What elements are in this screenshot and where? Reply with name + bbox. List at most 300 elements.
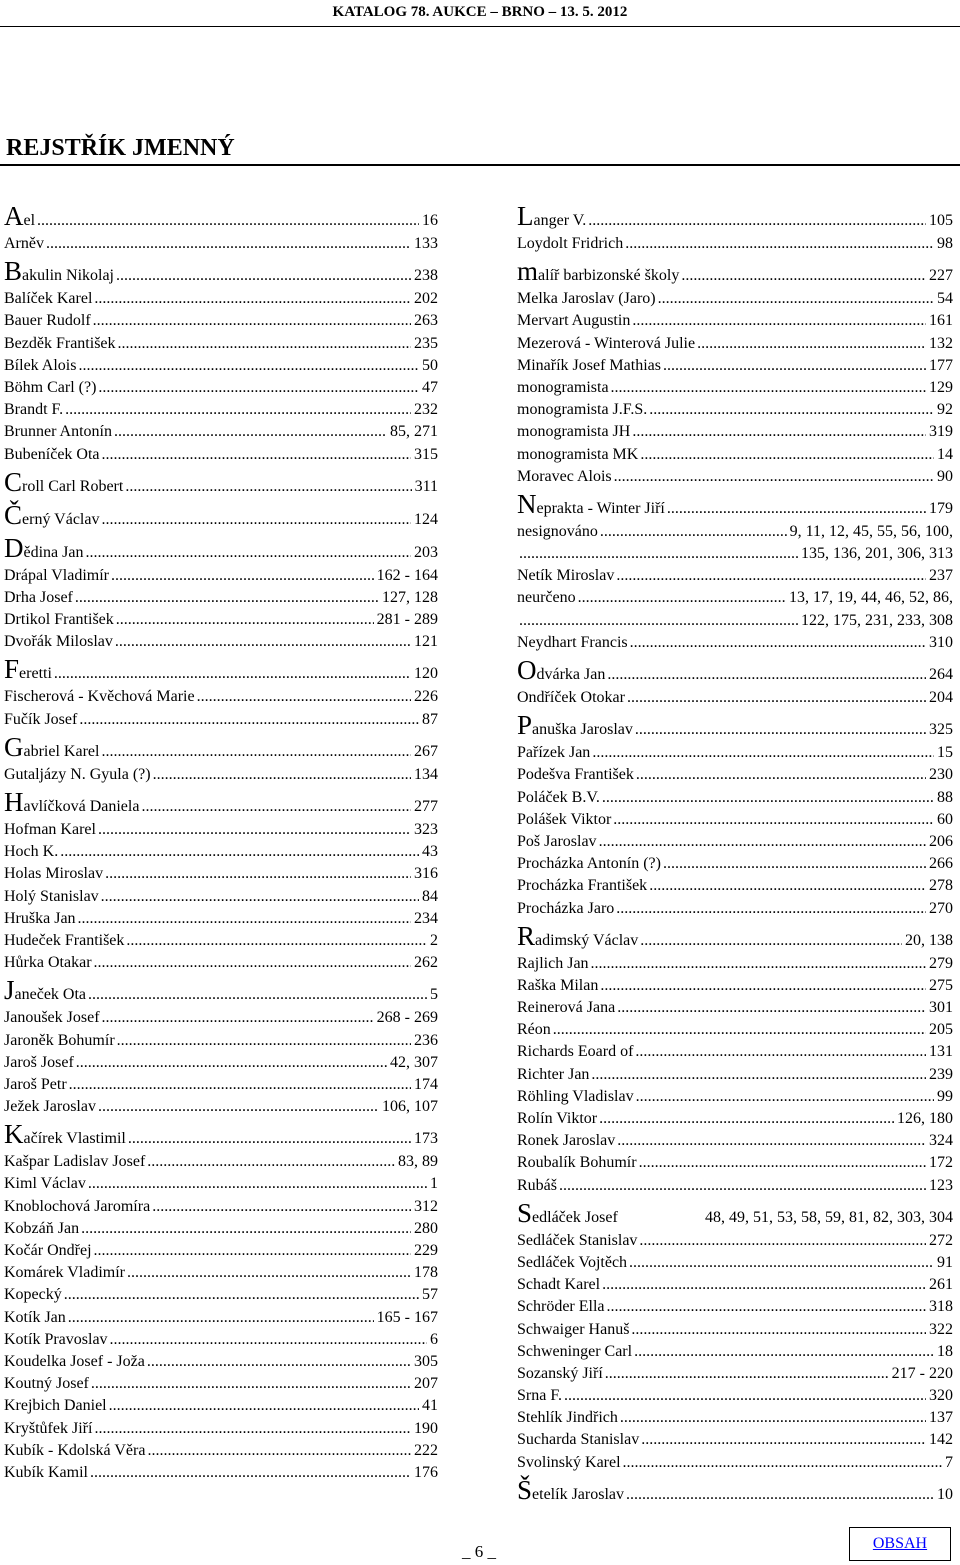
index-entry — [517, 898, 953, 920]
dot-leader — [68, 1307, 374, 1329]
entry-name: Polášek Viktor — [517, 810, 612, 828]
entry-name: Dvořák Miloslav — [4, 633, 113, 651]
dot-leader — [94, 952, 411, 974]
index-entry — [4, 1262, 438, 1284]
index-entry — [4, 565, 438, 587]
section-initial: S — [517, 1197, 533, 1228]
entry-page-numbers: 316 — [414, 865, 438, 883]
entry-page-numbers: 161 — [929, 312, 953, 330]
entry-page-numbers: 207 — [414, 1375, 438, 1393]
dot-leader — [602, 1274, 926, 1296]
index-entry — [517, 809, 953, 831]
entry-page-numbers: 267 — [414, 742, 438, 760]
entry-page-numbers: 279 — [929, 954, 953, 972]
dot-leader — [127, 1262, 411, 1284]
entry-name-rest: etelík Jaroslav — [532, 1485, 624, 1503]
entry-page-numbers: 47 — [422, 378, 438, 396]
index-entry — [517, 233, 953, 255]
entry-name — [4, 653, 52, 686]
entry-page-numbers: 235 — [414, 334, 438, 352]
dot-leader — [101, 503, 411, 532]
entry-page-numbers: 239 — [929, 1065, 953, 1083]
dot-leader — [616, 898, 926, 920]
index-entry — [517, 587, 953, 609]
dot-leader — [620, 1407, 926, 1429]
entry-name — [517, 654, 605, 687]
dot-leader — [75, 587, 379, 609]
entry-page-numbers: 268 - 269 — [376, 1009, 438, 1027]
index-entry — [4, 974, 438, 1007]
dot-leader — [88, 1173, 427, 1195]
entry-name: Procházka Jaro — [517, 899, 615, 917]
entry-name: Hoch K. — [4, 843, 59, 861]
entry-page-numbers: 236 — [414, 1031, 438, 1049]
entry-page-numbers: 20, 138 — [905, 931, 953, 949]
entry-name-rest: erný Václav — [22, 510, 100, 528]
dot-leader — [663, 853, 926, 875]
entry-name: Krejbich Daniel — [4, 1397, 107, 1415]
dot-leader — [109, 1395, 419, 1417]
dot-leader — [105, 863, 411, 885]
dot-leader — [118, 333, 411, 355]
entry-name: Böhm Carl (?) — [4, 378, 97, 396]
index-entry — [517, 1230, 953, 1252]
entry-name: monogramista JH — [517, 423, 631, 441]
dot-leader — [639, 1230, 926, 1252]
entry-name: Raška Milan — [517, 976, 599, 994]
entry-name: Jaroš Josef — [4, 1053, 74, 1071]
entry-page-numbers: 84 — [422, 887, 438, 905]
entry-page-numbers: 133 — [414, 235, 438, 252]
entry-page-numbers: 16 — [422, 212, 438, 229]
entry-name — [4, 974, 86, 1007]
section-initial: F — [4, 654, 20, 685]
entry-name-rest: anuška Jaroslav — [532, 721, 633, 739]
dot-leader — [591, 953, 926, 975]
entry-page-numbers: 312 — [414, 1197, 438, 1215]
dot-leader — [147, 1440, 411, 1462]
entry-name: Jaroněk Bohumír — [4, 1031, 115, 1049]
index-entry — [517, 975, 953, 997]
entry-page-numbers: 190 — [414, 1419, 438, 1437]
entry-name: Holý Stanislav — [4, 887, 99, 905]
entry-page-numbers: 132 — [929, 334, 953, 352]
index-entry — [517, 488, 953, 521]
entry-name: Neydhart Francis — [517, 633, 628, 651]
index-entry — [517, 1452, 953, 1474]
entry-name-rest: eretti — [19, 665, 52, 683]
entry-name: Richter Jan — [517, 1065, 590, 1083]
index-entry — [4, 686, 438, 708]
entry-name: Netík Miroslav — [517, 567, 615, 585]
index-entry — [4, 1373, 438, 1395]
entry-page-numbers: 129 — [929, 378, 953, 396]
entry-page-numbers: 262 — [414, 954, 438, 972]
entry-name: Procházka Antonín (?) — [517, 855, 661, 873]
entry-name-rest: ačírek Vlastimil — [23, 1130, 126, 1148]
entry-page-numbers: 205 — [929, 1021, 953, 1039]
index-entry — [4, 421, 438, 443]
entry-name: Kopecký — [4, 1286, 62, 1304]
dot-leader — [78, 355, 419, 377]
entry-name: Kotík Pravoslav — [4, 1330, 108, 1348]
index-entry — [517, 399, 953, 421]
entry-name: Fučík Josef — [4, 710, 78, 728]
index-entry — [517, 421, 953, 443]
dot-leader — [153, 764, 411, 786]
index-entry — [517, 355, 953, 377]
index-entry — [4, 1218, 438, 1240]
index-entry — [517, 953, 953, 975]
entry-page-numbers: 202 — [414, 290, 438, 308]
entry-name: Podešva František — [517, 766, 634, 784]
entry-page-numbers: 88 — [937, 788, 953, 806]
dot-leader — [564, 1385, 926, 1407]
index-entry — [4, 1329, 438, 1351]
index-entry — [517, 288, 953, 310]
index-entry — [517, 1319, 953, 1341]
dot-leader — [147, 1151, 395, 1173]
entry-name — [517, 1474, 624, 1507]
entry-page-numbers: 162 - 164 — [376, 566, 438, 584]
entry-page-numbers: 18 — [937, 1342, 953, 1360]
index-entry — [4, 819, 438, 841]
entry-page-numbers: 301 — [929, 999, 953, 1017]
index-entry — [4, 930, 438, 952]
entry-page-numbers: 9, 11, 12, 45, 55, 56, 100, — [789, 522, 953, 540]
entry-name: Réon — [517, 1021, 551, 1039]
entry-page-numbers: 50 — [422, 356, 438, 374]
entry-page-numbers: 174 — [414, 1075, 438, 1093]
dot-leader — [88, 978, 427, 1007]
entry-page-numbers: 272 — [929, 1231, 953, 1249]
entry-page-numbers: 2 — [430, 931, 438, 949]
entry-name-rest: avlíčková Daniela — [23, 798, 140, 815]
entry-page-numbers: 57 — [422, 1286, 438, 1304]
entry-page-numbers: 318 — [929, 1298, 953, 1316]
index-entry — [4, 731, 438, 764]
entry-name — [517, 1197, 618, 1230]
index-entry — [4, 466, 438, 499]
index-entry — [517, 1429, 953, 1451]
entry-name: Knoblochová Jaromíra — [4, 1197, 151, 1215]
index-entry — [4, 1052, 438, 1074]
index-entry — [4, 653, 438, 686]
entry-name: Srna F. — [517, 1387, 562, 1405]
dot-leader — [616, 565, 926, 587]
dot-leader — [101, 735, 411, 764]
index-entry — [4, 1462, 438, 1484]
index-entry — [517, 255, 953, 288]
index-entry — [4, 1173, 438, 1195]
entry-name: Sedláček Vojtěch — [517, 1253, 628, 1271]
index-entry — [4, 200, 438, 233]
index-entry — [4, 863, 438, 885]
dot-leader — [90, 1462, 411, 1484]
entry-name-rest: ědina Jan — [23, 543, 84, 561]
entry-name: Balíček Karel — [4, 290, 93, 308]
index-entry — [517, 742, 953, 764]
dot-leader — [98, 819, 411, 841]
entry-name: Reinerová Jana — [517, 999, 616, 1017]
entry-page-numbers: 124 — [414, 510, 438, 528]
dot-leader — [607, 1296, 926, 1318]
dot-leader — [640, 444, 934, 466]
entry-page-numbers: 42, 307 — [390, 1053, 438, 1071]
entry-page-numbers: 278 — [929, 877, 953, 895]
entry-name — [4, 200, 35, 233]
entry-name-rest: edláček Josef — [532, 1208, 618, 1226]
entry-name: Rajlich Jan — [517, 954, 589, 972]
entry-name-rest: akulin Nikolaj — [22, 267, 114, 285]
entry-name: nesignováno — [517, 522, 598, 540]
entry-name: Fischerová - Kvěchová Marie — [4, 688, 195, 706]
dot-leader — [519, 610, 798, 632]
entry-page-numbers: 229 — [414, 1242, 438, 1259]
index-entry — [4, 1240, 438, 1262]
dot-leader — [630, 632, 926, 654]
dot-leader — [197, 686, 411, 708]
index-entry — [4, 1074, 438, 1096]
index-entry — [4, 609, 438, 631]
entry-name — [4, 786, 139, 819]
entry-page-numbers: 277 — [414, 798, 438, 815]
entry-page-numbers: 204 — [929, 689, 953, 706]
entry-page-numbers: 323 — [414, 821, 438, 838]
dot-leader — [625, 233, 934, 255]
entry-name: monogramista — [517, 378, 609, 396]
entry-name: Rubáš — [517, 1176, 557, 1194]
entry-page-numbers: 54 — [937, 290, 953, 308]
index-entry — [517, 875, 953, 897]
dot-leader — [588, 204, 926, 233]
entry-name: Bubeníček Ota — [4, 445, 100, 463]
section-initial: Š — [517, 1474, 533, 1505]
title-divider — [0, 164, 960, 166]
dot-leader — [600, 975, 926, 997]
dot-leader — [635, 713, 926, 742]
index-entry — [517, 1407, 953, 1429]
index-entry — [4, 310, 438, 332]
dot-leader — [126, 930, 427, 952]
entry-name — [517, 920, 638, 953]
entry-name: Sedláček Stanislav — [517, 1231, 638, 1249]
entry-name: Kubík Kamil — [4, 1463, 88, 1481]
dot-leader — [559, 1175, 926, 1197]
entry-name: Schröder Ella — [517, 1298, 605, 1316]
index-entry — [4, 333, 438, 355]
entry-name: Richards Eoard of — [517, 1043, 634, 1061]
index-entry — [517, 1041, 953, 1063]
dot-leader — [632, 421, 926, 443]
entry-page-numbers: 105 — [929, 212, 953, 229]
entry-page-numbers: 1 — [430, 1175, 438, 1193]
entry-name-rest: eprakta - Winter Jiří — [536, 499, 665, 517]
index-entry — [517, 565, 953, 587]
entry-name: Hůrka Otakar — [4, 954, 92, 972]
entry-name: Poláček B.V. — [517, 788, 600, 806]
entry-page-numbers: 319 — [929, 423, 953, 441]
entry-page-numbers: 230 — [929, 766, 953, 784]
contents-link[interactable]: OBSAH — [849, 1527, 951, 1561]
section-initial: L — [517, 201, 534, 231]
dot-leader — [640, 924, 902, 953]
index-entry — [4, 1151, 438, 1173]
dot-leader — [617, 1130, 926, 1152]
index-entry — [517, 764, 953, 786]
entry-name-rest: alíř barbizonské školy — [538, 267, 680, 285]
dot-leader — [649, 875, 926, 897]
entry-name: Holas Miroslav — [4, 865, 104, 883]
index-entry — [4, 499, 438, 532]
dot-leader — [91, 1373, 411, 1395]
index-entry — [4, 908, 438, 930]
dot-leader — [98, 377, 419, 399]
entry-name: Koutný Josef — [4, 1375, 89, 1393]
index-entry — [4, 786, 438, 819]
dot-leader — [636, 1086, 934, 1108]
entry-name-rest: anger V. — [533, 212, 587, 229]
index-entry — [517, 543, 953, 565]
entry-page-numbers: 176 — [414, 1463, 438, 1481]
entry-page-numbers: 127, 128 — [382, 588, 438, 606]
entry-page-numbers: 263 — [414, 312, 438, 330]
section-initial: H — [4, 787, 24, 817]
entry-name: Kašpar Ladislav Josef — [4, 1153, 146, 1171]
index-entry — [4, 233, 438, 255]
index-entry — [517, 1086, 953, 1108]
entry-page-numbers: 135, 136, 201, 306, 313 — [801, 545, 953, 563]
entry-name-rest: roll Carl Robert — [22, 477, 124, 495]
section-initial: A — [4, 201, 24, 231]
index-entry — [517, 1152, 953, 1174]
dot-leader — [76, 1052, 387, 1074]
index-entry — [517, 1175, 953, 1197]
entry-page-numbers: 131 — [929, 1043, 953, 1061]
dot-leader — [85, 536, 411, 565]
entry-page-numbers: 222 — [414, 1441, 438, 1459]
entry-name-rest: abriel Karel — [23, 742, 100, 760]
index-entry — [4, 1284, 438, 1306]
entry-page-numbers: 305 — [414, 1352, 438, 1370]
entry-page-numbers: 206 — [929, 832, 953, 850]
section-initial: N — [517, 488, 537, 519]
catalog-header: KATALOG 78. AUKCE – BRNO – 13. 5. 2012 — [0, 0, 960, 27]
dot-leader — [599, 831, 926, 853]
dot-leader — [79, 709, 419, 731]
entry-name: monogramista J.F.S. — [517, 401, 648, 419]
dot-leader — [46, 233, 411, 255]
index-entry — [517, 853, 953, 875]
index-entry — [517, 1130, 953, 1152]
entry-name: Poš Jaroslav — [517, 832, 597, 850]
entry-page-numbers: 203 — [414, 543, 438, 561]
index-entry — [4, 255, 438, 288]
dot-leader — [605, 1363, 889, 1385]
index-entry — [4, 1118, 438, 1151]
entry-name: Pařízek Jan — [517, 744, 591, 762]
entry-name: monogramista MK — [517, 445, 639, 463]
dot-leader — [114, 421, 387, 443]
entry-page-numbers: 280 — [414, 1219, 438, 1237]
dot-leader — [141, 790, 411, 819]
entry-name: Drtikol František — [4, 611, 114, 629]
entry-page-numbers: 91 — [937, 1253, 953, 1271]
entry-name — [517, 709, 633, 742]
entry-page-numbers: 179 — [929, 499, 953, 517]
entry-name: Rolín Viktor — [517, 1110, 598, 1127]
index-entry — [517, 1252, 953, 1274]
entry-page-numbers: 41 — [422, 1397, 438, 1415]
entry-name: Sozanský Jiří — [517, 1364, 603, 1382]
dot-leader — [632, 310, 926, 332]
entry-page-numbers: 322 — [929, 1320, 953, 1338]
entry-page-numbers: 281 - 289 — [376, 611, 438, 629]
dot-leader — [553, 1019, 926, 1041]
dot-leader — [602, 787, 934, 809]
entry-page-numbers: 6 — [430, 1330, 438, 1348]
page-title: REJSTŘÍK JMENNÝ — [6, 135, 235, 161]
entry-name: Janoušek Josef — [4, 1009, 100, 1027]
dot-leader — [116, 609, 374, 631]
entry-page-numbers: 14 — [937, 445, 953, 463]
dot-leader — [649, 399, 934, 421]
dot-leader — [607, 658, 926, 687]
entry-page-numbers: 237 — [929, 567, 953, 585]
index-entry — [4, 444, 438, 466]
entry-page-numbers: 122, 175, 231, 233, 308 — [801, 611, 953, 629]
index-entry — [517, 1385, 953, 1407]
entry-name: Melka Jaroslav (Jaro) — [517, 290, 656, 308]
entry-name: Schwaiger Hanuš — [517, 1320, 630, 1338]
index-entry — [517, 920, 953, 953]
dot-leader — [54, 657, 411, 686]
dot-leader — [663, 355, 926, 377]
dot-leader — [101, 886, 419, 908]
dot-leader — [627, 687, 926, 709]
index-entry — [517, 521, 953, 543]
entry-name-rest: dvárka Jan — [536, 666, 606, 683]
entry-page-numbers: 7 — [945, 1453, 953, 1471]
dot-leader — [667, 492, 926, 521]
dot-leader — [635, 1041, 926, 1063]
entry-name: Bezděk František — [4, 334, 116, 352]
entry-name: Procházka František — [517, 877, 648, 895]
index-entry — [4, 1440, 438, 1462]
entry-name: Kotík Jan — [4, 1308, 66, 1326]
entry-name: Hofman Karel — [4, 821, 96, 838]
entry-page-numbers: 90 — [937, 467, 953, 485]
entry-page-numbers: 48, 49, 51, 53, 58, 59, 81, 82, 303, 304 — [705, 1208, 953, 1226]
index-entry — [517, 1064, 953, 1086]
entry-page-numbers: 227 — [929, 267, 953, 285]
dot-leader — [641, 1429, 926, 1451]
entry-name: Koudelka Josef - Joža — [4, 1352, 145, 1370]
dot-leader — [592, 742, 934, 764]
entry-name: Ježek Jaroslav — [4, 1098, 96, 1116]
entry-name — [4, 499, 99, 532]
section-initial: K — [4, 1119, 24, 1150]
index-entry — [517, 377, 953, 399]
index-entry — [517, 1108, 953, 1130]
index-entry — [4, 399, 438, 421]
entry-page-numbers: 275 — [929, 976, 953, 994]
entry-name: Drápal Vladimír — [4, 566, 110, 584]
entry-page-numbers: 121 — [414, 633, 438, 651]
dot-leader — [128, 1122, 411, 1151]
dot-leader — [636, 764, 926, 786]
entry-name: Moravec Alois — [517, 467, 612, 485]
